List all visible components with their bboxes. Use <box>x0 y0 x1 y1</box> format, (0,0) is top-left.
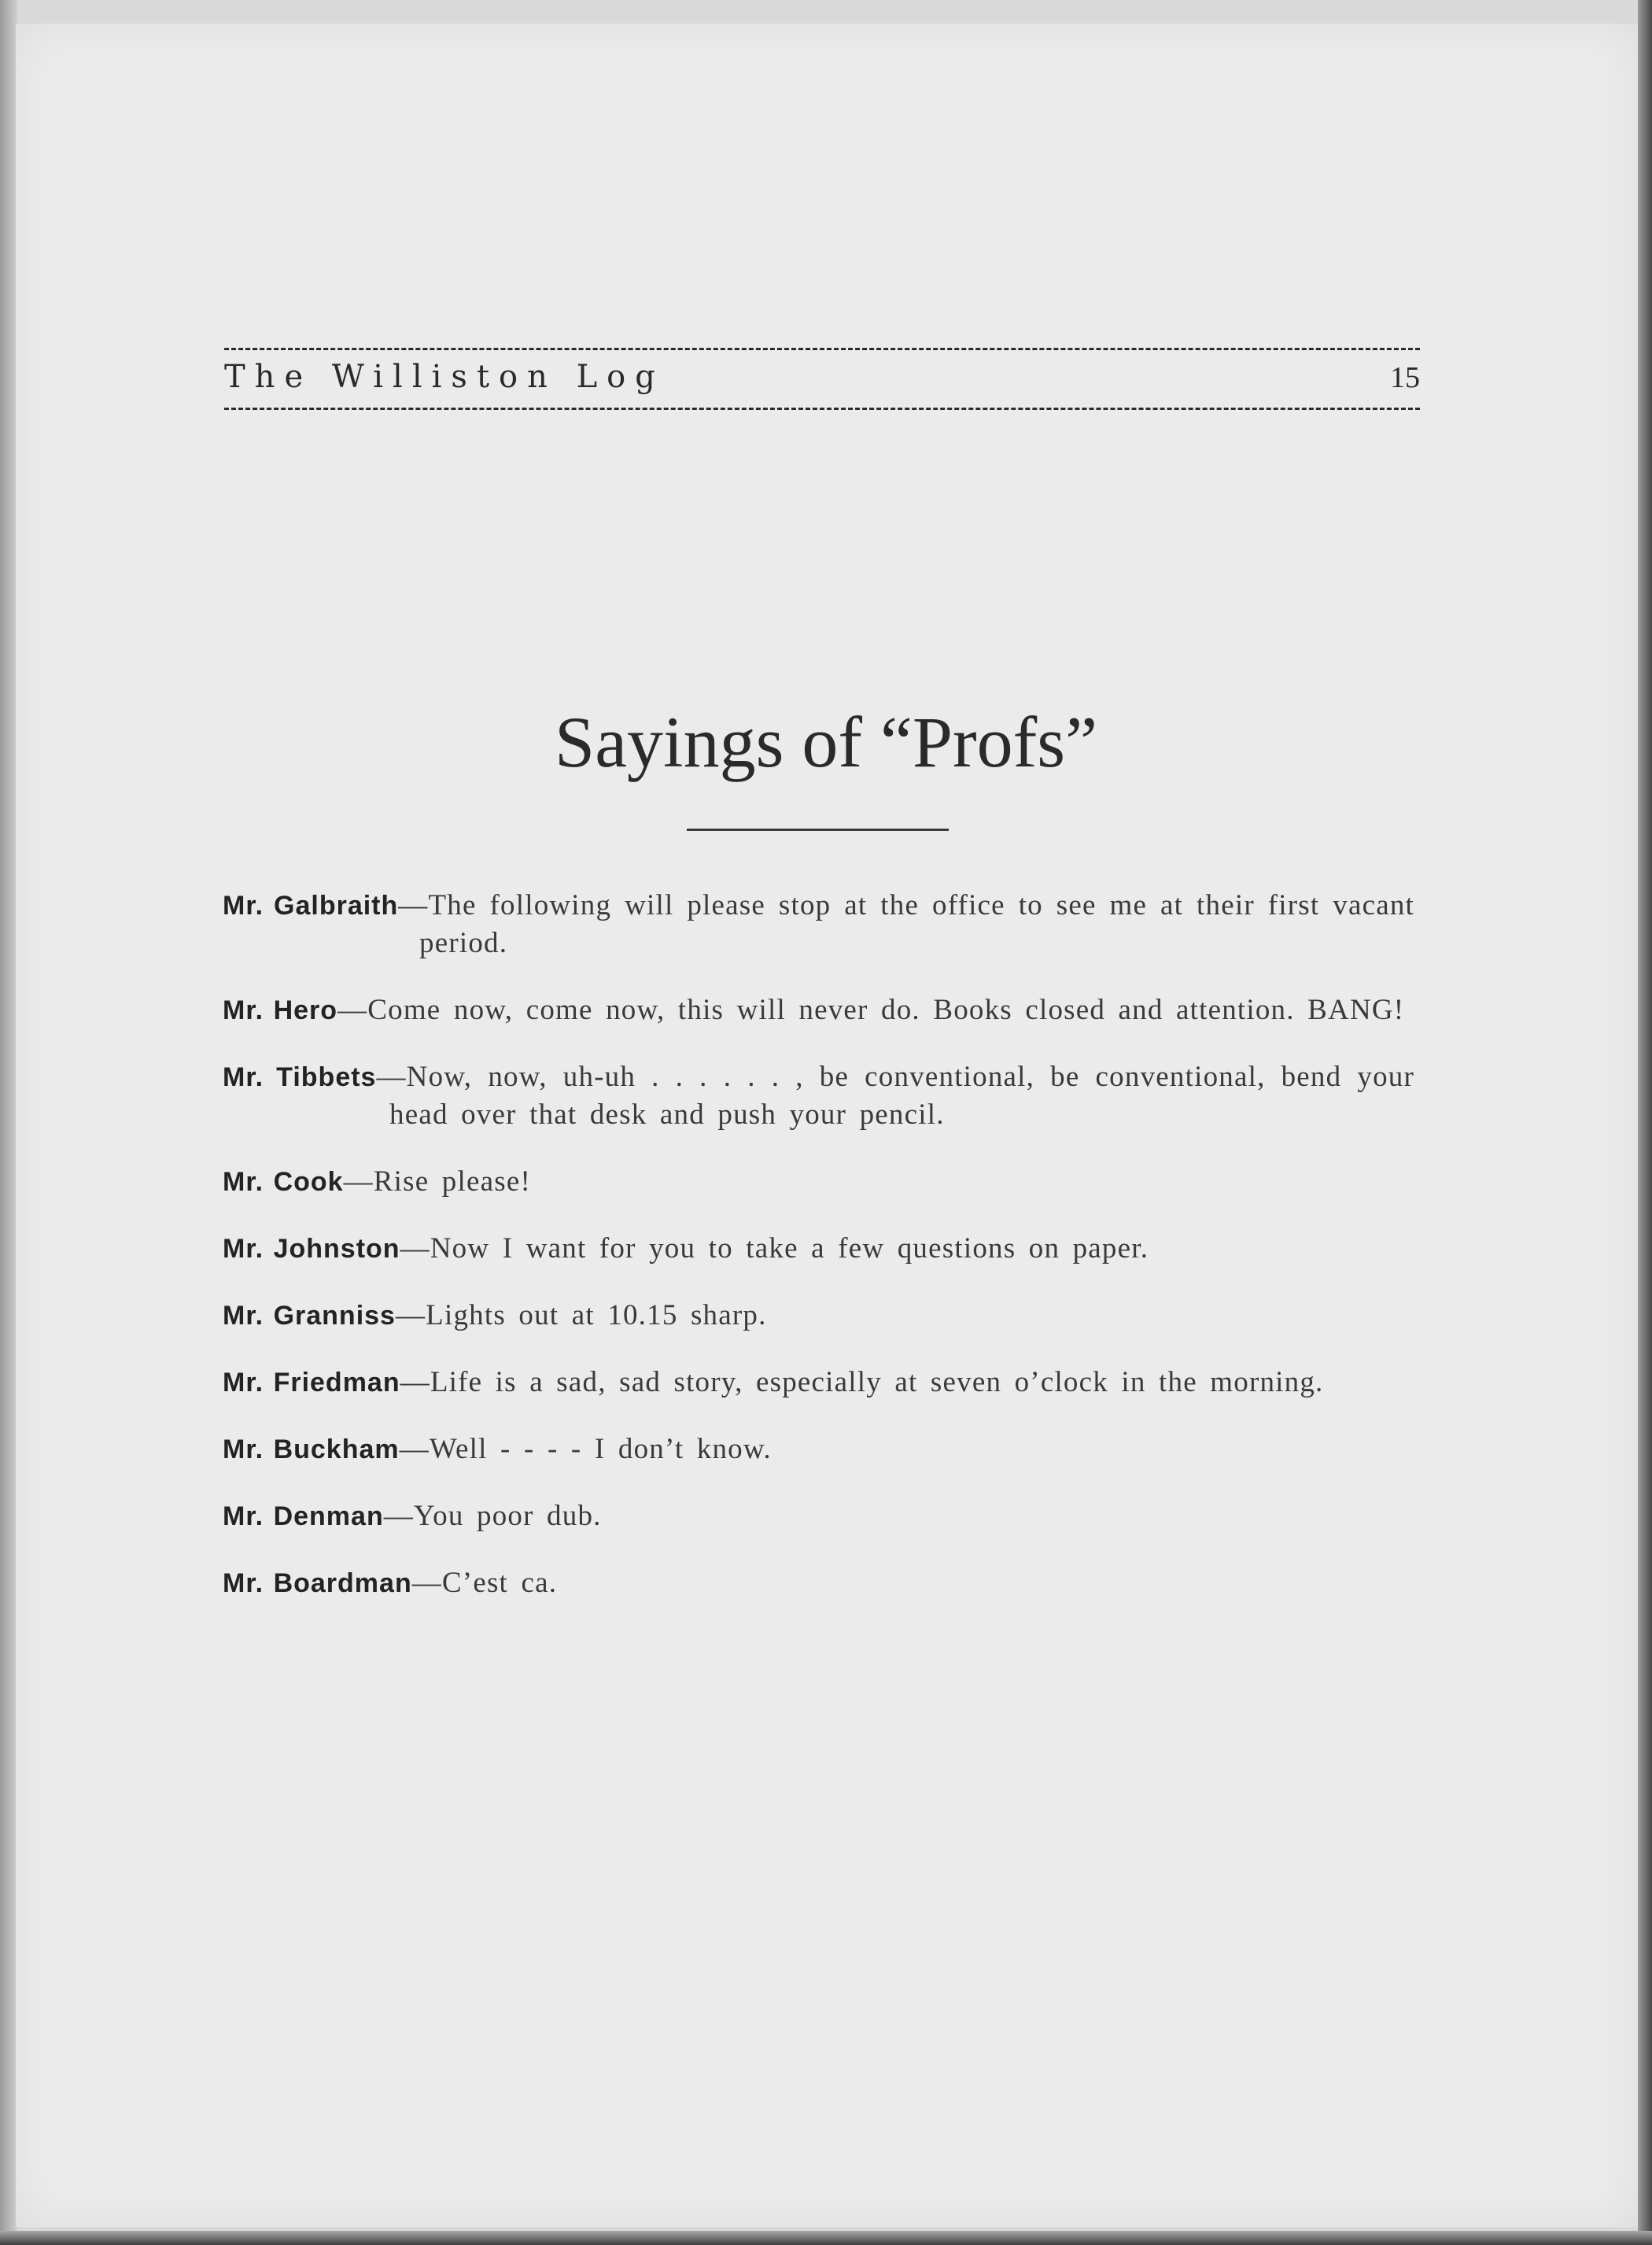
saying-denman <box>223 1497 1414 1535</box>
quote-text: Lights out at 10.15 sharp. <box>426 1299 767 1331</box>
speaker-name: Mr. Galbraith <box>223 891 399 921</box>
quote-text: Well - - - - I don’t know. <box>429 1433 772 1465</box>
em-dash: — <box>411 1567 442 1599</box>
book-spine-shadow <box>0 0 17 2245</box>
speaker-name: Mr. Hero <box>223 995 338 1025</box>
saying-cook <box>223 1163 1414 1201</box>
saying-friedman <box>223 1364 1414 1401</box>
saying-granniss <box>223 1297 1414 1335</box>
saying-johnston <box>223 1230 1414 1268</box>
quote-text: You poor dub. <box>413 1500 602 1532</box>
em-dash: — <box>399 1433 430 1465</box>
em-dash: — <box>376 1061 407 1093</box>
em-dash: — <box>398 889 429 921</box>
saying-tibbets <box>223 1058 1414 1134</box>
em-dash: — <box>383 1500 414 1532</box>
em-dash: — <box>337 994 368 1026</box>
article-title: Sayings of “Profs” <box>555 702 1097 782</box>
running-header <box>224 338 1420 425</box>
quote-text: Now, now, uh-uh . . . . . . , be conventional, be conventional, bend your head over that desk and push your pencil. <box>389 1061 1414 1131</box>
saying-hero <box>223 991 1414 1029</box>
header-top-rule <box>224 348 1420 350</box>
saying-buckham <box>223 1431 1414 1468</box>
title-underline <box>687 829 949 831</box>
speaker-name: Mr. Buckham <box>223 1435 400 1464</box>
page-right-edge <box>1638 0 1652 2245</box>
speaker-name: Mr. Boardman <box>223 1568 412 1598</box>
speaker-name: Mr. Cook <box>223 1167 344 1197</box>
speaker-name: Mr. Denman <box>223 1501 384 1531</box>
speaker-name: Mr. Tibbets <box>223 1062 377 1092</box>
saying-boardman <box>223 1564 1414 1602</box>
em-dash: — <box>395 1299 426 1331</box>
quote-text: Life is a sad, sad story, especially at seven o’clock in the morning. <box>430 1366 1324 1398</box>
quote-text: Now I want for you to take a few questions on paper. <box>430 1232 1149 1265</box>
quote-text: Come now, come now, this will never do. Books closed and attention. BANG! <box>367 994 1405 1026</box>
em-dash: — <box>400 1232 430 1265</box>
quote-text: Rise please! <box>373 1165 531 1198</box>
saying-galbraith <box>223 887 1414 962</box>
page-bottom-edge <box>0 2231 1652 2245</box>
speaker-name: Mr. Johnston <box>223 1234 400 1264</box>
quote-text: C’est ca. <box>441 1567 558 1599</box>
speaker-name: Mr. Friedman <box>223 1368 400 1398</box>
speaker-name: Mr. Granniss <box>223 1301 396 1331</box>
publication-title: The Williston Log <box>224 359 665 395</box>
header-bottom-rule <box>224 408 1420 410</box>
page-number: 15 <box>1390 361 1420 394</box>
quote-text: The following will please stop at the office to see me at their first vacant period. <box>419 889 1414 959</box>
em-dash: — <box>343 1165 374 1198</box>
em-dash: — <box>400 1366 430 1398</box>
sayings-list <box>223 858 1414 1626</box>
